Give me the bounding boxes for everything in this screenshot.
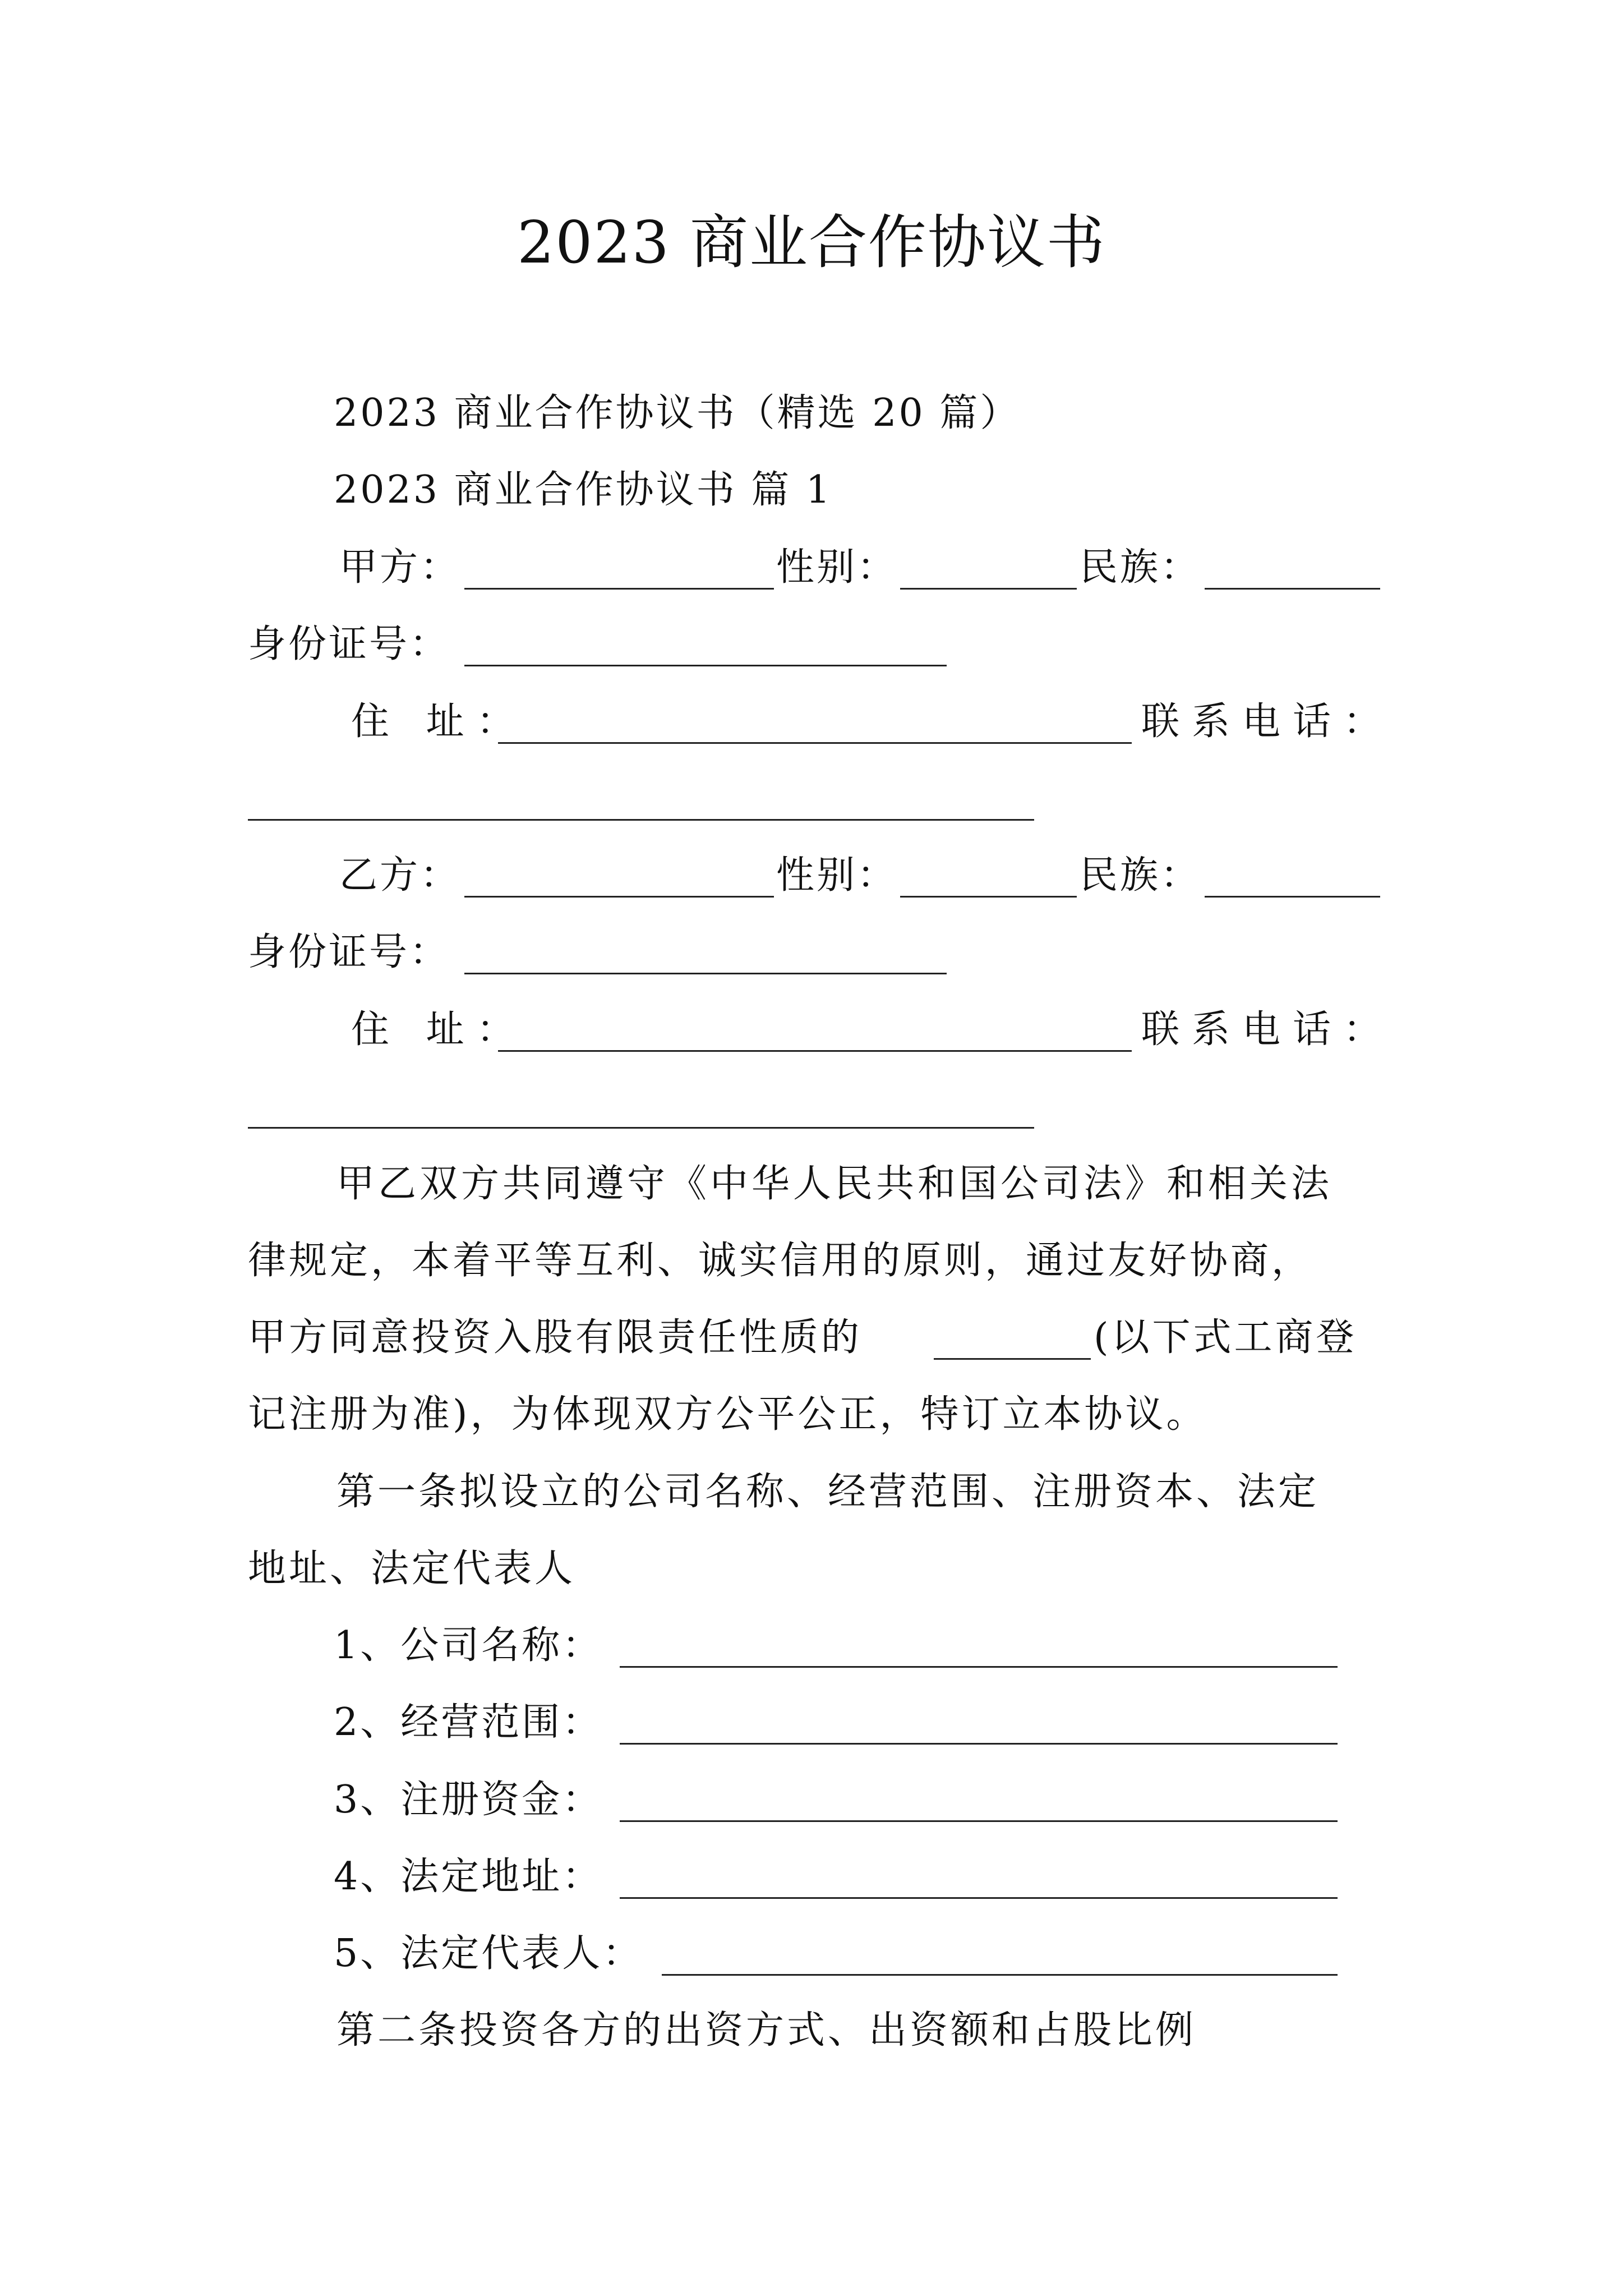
company-name-blank <box>934 1358 1091 1360</box>
body-line-3a: 甲方同意投资入股有限责任性质的 <box>248 1315 863 1360</box>
party-b-ethnicity-label: 民族： <box>1080 853 1201 898</box>
body-line-4: 记注册为准)，为体现双方公平公正，特订立本协议。 <box>248 1392 1207 1437</box>
party-a-label: 甲方： <box>339 545 461 590</box>
item-registered-capital: 3、注册资金： <box>334 1778 603 1822</box>
party-b-address-blank <box>498 1050 1132 1052</box>
party-b-gender-blank <box>900 896 1077 898</box>
subtitle: 2023 商业合作协议书（精选 20 篇） <box>334 391 1021 435</box>
party-b-id-blank <box>464 973 947 974</box>
item-legal-representative: 5、法定代表人： <box>334 1931 643 1976</box>
party-a-name-blank <box>464 588 774 590</box>
party-a-ethnicity-blank <box>1205 588 1380 590</box>
party-a-address-label: 住 址： <box>351 700 527 744</box>
party-a-phone-label: 联系电话： <box>1141 700 1394 744</box>
article-1-line-2: 地址、法定代表人 <box>248 1547 576 1591</box>
body-line-3b: (以下式工商登 <box>1094 1315 1357 1360</box>
body-line-2: 律规定，本着平等互利、诚实信用的原则，通过友好协商， <box>248 1239 1313 1283</box>
party-b-name-blank <box>464 896 774 898</box>
body-line-1: 甲乙双方共同遵守《中华人民共和国公司法》和相关法 <box>336 1162 1333 1206</box>
article-2: 第二条投资各方的出资方式、出资额和占股比例 <box>336 2008 1197 2053</box>
section-heading: 2023 商业合作协议书 篇 1 <box>334 468 833 512</box>
item-legal-address-blank <box>620 1897 1338 1899</box>
document-title: 2023 商业合作协议书 <box>517 208 1106 277</box>
party-b-label: 乙方： <box>339 853 461 898</box>
party-b-address-label: 住 址： <box>351 1007 527 1052</box>
item-registered-capital-blank <box>620 1820 1338 1822</box>
party-a-phone-blank <box>248 819 1034 821</box>
item-company-name: 1、公司名称： <box>334 1623 603 1668</box>
article-1-line-1: 第一条拟设立的公司名称、经营范围、注册资本、法定 <box>336 1470 1320 1514</box>
party-b-phone-label: 联系电话： <box>1141 1007 1394 1052</box>
party-a-id-blank <box>464 665 947 666</box>
party-a-ethnicity-label: 民族： <box>1080 545 1201 590</box>
item-business-scope: 2、经营范围： <box>334 1700 603 1745</box>
item-legal-representative-blank <box>662 1974 1338 1976</box>
item-company-name-blank <box>620 1666 1338 1668</box>
party-a-address-blank <box>498 742 1132 744</box>
item-business-scope-blank <box>620 1743 1338 1745</box>
party-a-gender-blank <box>900 588 1077 590</box>
item-legal-address: 4、法定地址： <box>334 1855 603 1899</box>
party-b-ethnicity-blank <box>1205 896 1380 898</box>
party-a-id-label: 身份证号： <box>248 622 450 666</box>
party-a-gender-label: 性别： <box>776 545 898 590</box>
party-b-id-label: 身份证号： <box>248 930 450 974</box>
party-b-gender-label: 性别： <box>776 853 898 898</box>
party-b-phone-blank <box>248 1127 1034 1129</box>
